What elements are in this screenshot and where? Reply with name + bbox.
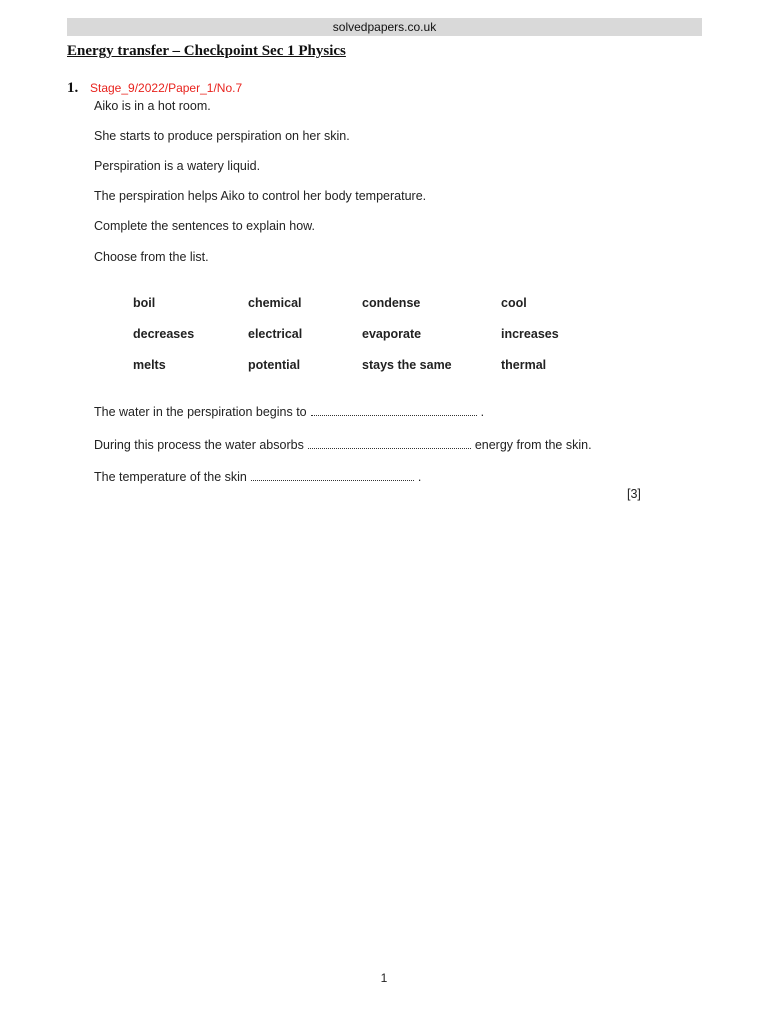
sentence-3 — [94, 468, 421, 485]
page-number: 1 — [380, 971, 388, 985]
sentence-2-end: energy from the skin. — [474, 438, 592, 452]
question-line-4: The perspiration helps Aiko to control her body temperature. — [94, 189, 427, 203]
question-line-5: Complete the sentences to explain how. — [94, 219, 315, 233]
word-item: stays the same — [362, 358, 452, 372]
answer-blank-3[interactable] — [251, 468, 414, 481]
question-number: 1. — [67, 80, 79, 96]
sentence-1-end: . — [480, 405, 485, 419]
sentence-3-end: . — [417, 470, 422, 484]
question-reference: Stage_9/2022/Paper_1/No.7 — [90, 81, 243, 95]
word-item: decreases — [133, 327, 195, 341]
question-line-6: Choose from the list. — [94, 250, 209, 264]
site-header: solvedpapers.co.uk — [67, 18, 702, 36]
word-item: increases — [501, 327, 559, 341]
sentence-2 — [94, 436, 592, 453]
word-item: electrical — [248, 327, 303, 341]
answer-blank-2[interactable] — [308, 436, 471, 449]
sentence-3-text: The temperature of the skin — [94, 470, 247, 484]
word-item: melts — [133, 358, 166, 372]
document-title: Energy transfer – Checkpoint Sec 1 Physics — [67, 43, 346, 59]
word-item: cool — [501, 296, 527, 310]
sentence-1 — [94, 403, 484, 420]
word-item: boil — [133, 296, 156, 310]
question-line-1: Aiko is in a hot room. — [94, 99, 211, 113]
question-line-2: She starts to produce perspiration on her skin. — [94, 129, 350, 143]
marks-label: [3] — [627, 487, 641, 501]
word-item: condense — [362, 296, 421, 310]
word-item: potential — [248, 358, 301, 372]
word-item: chemical — [248, 296, 302, 310]
sentence-1-text: The water in the perspiration begins to — [94, 405, 307, 419]
question-line-3: Perspiration is a watery liquid. — [94, 159, 261, 173]
sentence-2-text: During this process the water absorbs — [94, 438, 304, 452]
word-item: evaporate — [362, 327, 422, 341]
word-item: thermal — [501, 358, 547, 372]
answer-blank-1[interactable] — [311, 403, 477, 416]
